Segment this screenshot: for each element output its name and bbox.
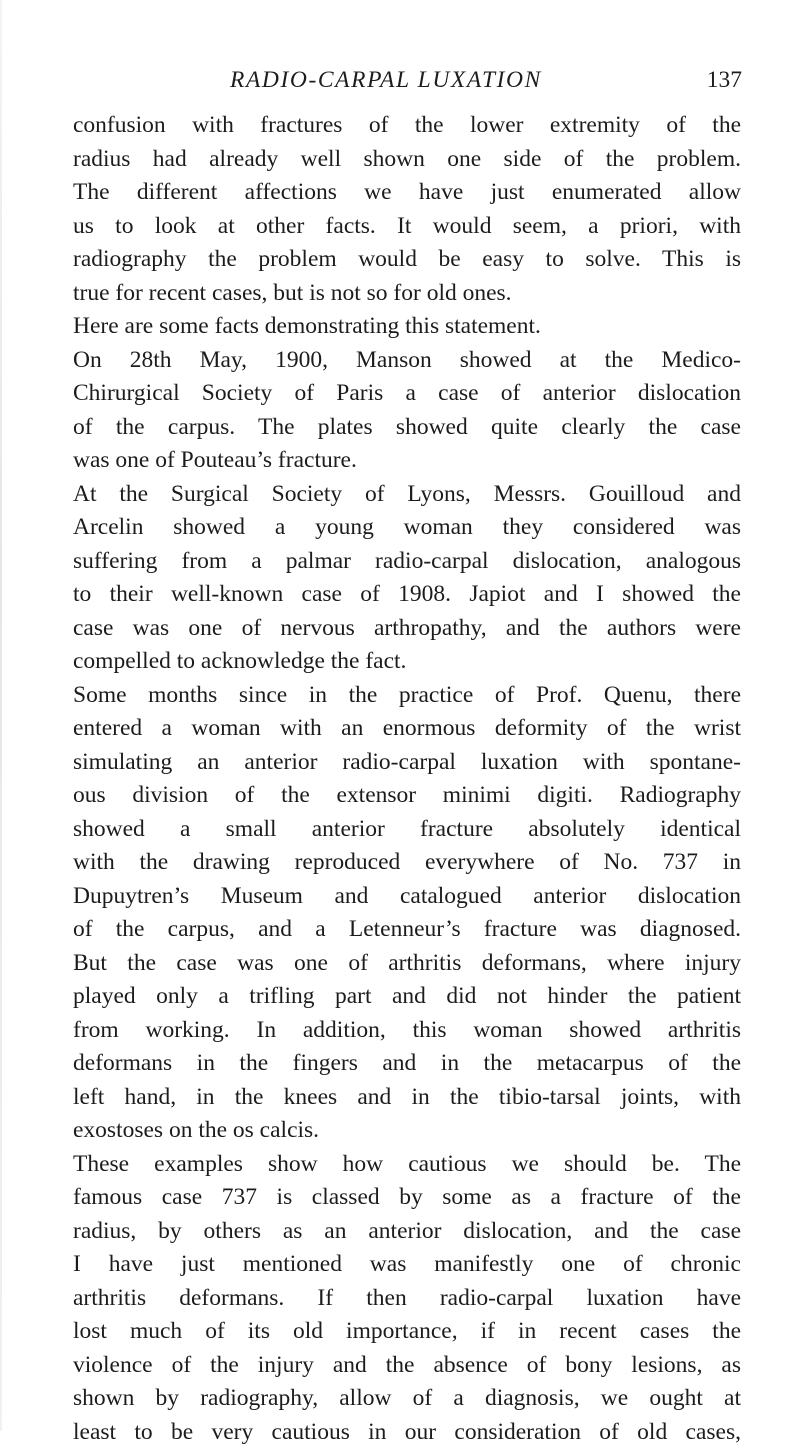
- running-title: RADIO-CARPAL LUXATION: [230, 67, 542, 94]
- text-line: radiography the problem would be easy to solve. This is: [73, 243, 741, 277]
- text-line: ous division of the extensor minimi digiti. Radiography: [73, 779, 741, 813]
- text-line: simulating an anterior radio-carpal luxation with spontane-: [73, 746, 741, 780]
- text-line: case was one of nervous arthropathy, and the authors were: [73, 612, 741, 646]
- text-line: played only a trifling part and did not hinder the patient: [73, 980, 741, 1014]
- text-line: exostoses on the os calcis.: [73, 1114, 741, 1148]
- text-line: left hand, in the knees and in the tibio-tarsal joints, with: [73, 1081, 741, 1115]
- text-line: But the case was one of arthritis deformans, where injury: [73, 947, 741, 981]
- text-line: least to be very cautious in our consideration of old cases,: [73, 1416, 741, 1449]
- text-line: At the Surgical Society of Lyons, Messrs. Gouilloud and: [73, 478, 741, 512]
- text-line: confusion with fractures of the lower extremity of the: [73, 109, 741, 143]
- text-line: with the drawing reproduced everywhere of No. 737 in: [73, 846, 741, 880]
- text-line: lost much of its old importance, if in recent cases the: [73, 1315, 741, 1349]
- text-line: deformans in the fingers and in the metacarpus of the: [73, 1047, 741, 1081]
- text-line: violence of the injury and the absence of bony lesions, as: [73, 1349, 741, 1383]
- text-line: entered a woman with an enormous deformity of the wrist: [73, 712, 741, 746]
- page-number: 137: [707, 67, 742, 94]
- text-line: radius, by others as an anterior dislocation, and the case: [73, 1215, 741, 1249]
- text-line: was one of Pouteau’s fracture.: [73, 444, 741, 478]
- text-line: us to look at other facts. It would seem, a priori, with: [73, 210, 741, 244]
- text-line: arthritis deformans. If then radio-carpal luxation have: [73, 1282, 741, 1316]
- text-line: The different affections we have just enumerated allow: [73, 176, 741, 210]
- text-line: of the carpus. The plates showed quite clearly the case: [73, 411, 741, 445]
- running-header: [72, 67, 742, 101]
- text-line: to their well-known case of 1908. Japiot and I showed the: [73, 578, 741, 612]
- text-line: These examples show how cautious we should be. The: [73, 1148, 741, 1182]
- text-line: suffering from a palmar radio-carpal dislocation, analogous: [73, 545, 741, 579]
- text-line: compelled to acknowledge the fact.: [73, 645, 741, 679]
- text-line: On 28th May, 1900, Manson showed at the Medico-: [73, 344, 741, 378]
- text-line: true for recent cases, but is not so for old ones.: [73, 277, 741, 311]
- text-line: shown by radiography, allow of a diagnosis, we ought at: [73, 1382, 741, 1416]
- text-line: Arcelin showed a young woman they considered was: [73, 511, 741, 545]
- text-line: famous case 737 is classed by some as a fracture of the: [73, 1181, 741, 1215]
- text-line: radius had already well shown one side of the problem.: [73, 143, 741, 177]
- text-line: of the carpus, and a Letenneur’s fracture was diagnosed.: [73, 913, 741, 947]
- page-edge-shadow: [0, 0, 2, 1431]
- body-text: [73, 109, 741, 1449]
- text-line: Here are some facts demonstrating this statement.: [73, 310, 741, 344]
- text-line: Dupuytren’s Museum and catalogued anterior dislocation: [73, 880, 741, 914]
- text-line: Some months since in the practice of Prof. Quenu, there: [73, 679, 741, 713]
- text-line: from working. In addition, this woman showed arthritis: [73, 1014, 741, 1048]
- text-line: showed a small anterior fracture absolutely identical: [73, 813, 741, 847]
- text-line: I have just mentioned was manifestly one of chronic: [73, 1248, 741, 1282]
- text-line: Chirurgical Society of Paris a case of anterior dislocation: [73, 377, 741, 411]
